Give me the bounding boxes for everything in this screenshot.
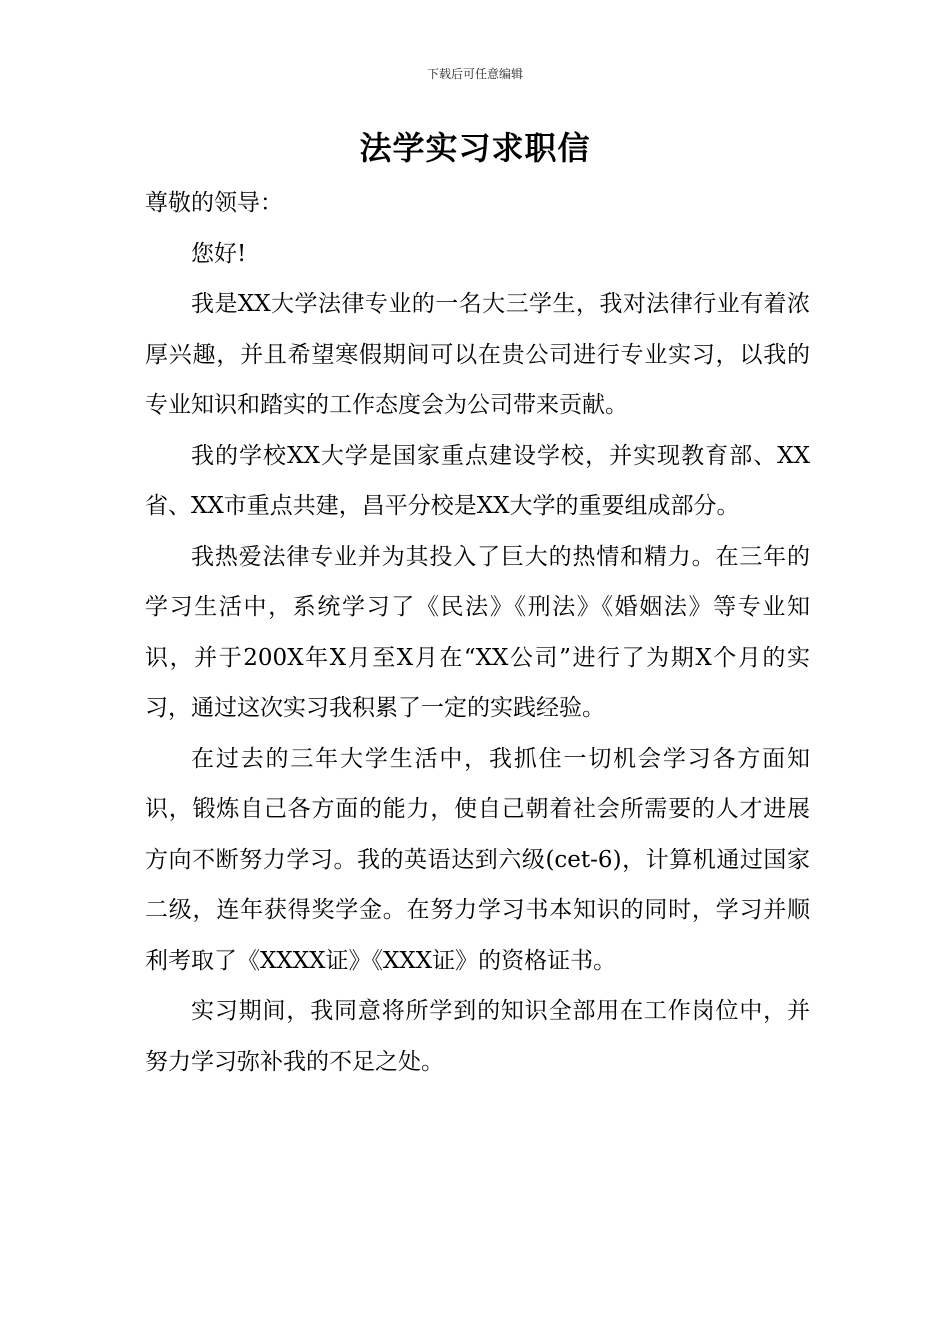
header-note: 下载后可任意编辑 — [426, 67, 523, 81]
paragraph: 我的学校XX大学是国家重点建设学校，并实现教育部、XX省、XX市重点共建，昌平分校是XX大学的重要组成部分。 — [145, 442, 810, 519]
letter-body — [145, 178, 810, 1087]
document-title: 法学实习求职信 — [359, 129, 591, 167]
greeting: 您好! — [191, 240, 247, 267]
paragraph: 在过去的三年大学生活中，我抓住一切机会学习各方面知识，锻炼自己各方面的能力，使自己朝着社会所需要的人才进展方向不断努力学习。我的英语达到六级(cet-6)，计算机通过国家二级，连年获得奖学金。在努力学习书本知识的同时，学习并顺利考取了《XXXX证》《XXX证》的资格证书。 — [145, 745, 810, 974]
paragraph: 我热爱法律专业并为其投入了巨大的热情和精力。在三年的学习生活中，系统学习了《民法》《刑法》《婚姻法》等专业知识，并于200X年X月至X月在“XX公司”进行了为期X个月的实习，通过这次实习我积累了一定的实践经验。 — [145, 543, 810, 721]
paragraph: 实习期间，我同意将所学到的知识全部用在工作岗位中，并努力学习弥补我的不足之处。 — [145, 998, 810, 1075]
paragraph: 我是XX大学法律专业的一名大三学生，我对法律行业有着浓厚兴趣，并且希望寒假期间可以在贵公司进行专业实习，以我的专业知识和踏实的工作态度会为公司带来贡献。 — [145, 291, 810, 418]
salutation: 尊敬的领导： — [145, 190, 283, 216]
